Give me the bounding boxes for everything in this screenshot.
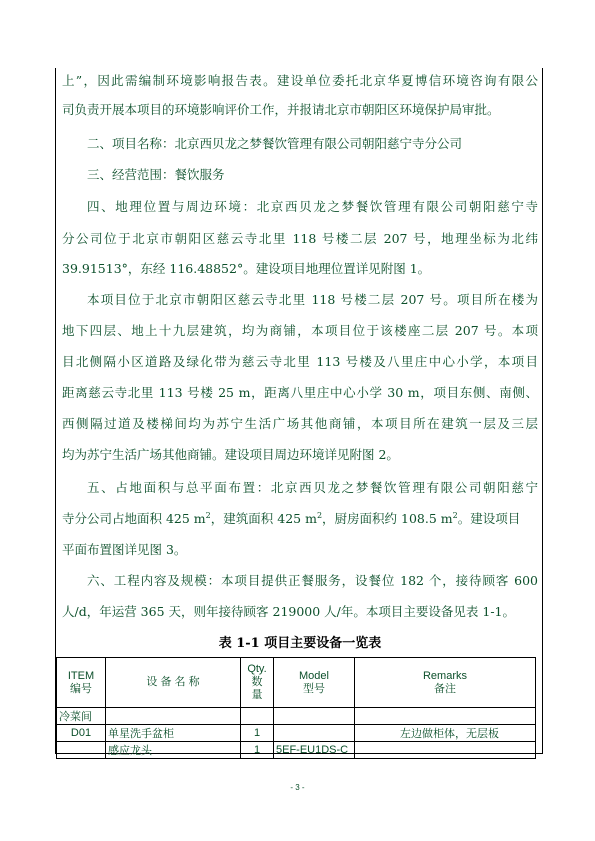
cell-item bbox=[57, 742, 106, 759]
paragraph-line: 五、占地面积与总平面布置：北京西贝龙之梦餐饮管理有限公司朝阳慈宁 bbox=[87, 480, 538, 495]
cell-qty: 1 bbox=[241, 725, 274, 742]
cell-model: 5EF-EU1DS-C bbox=[274, 742, 355, 759]
business-scope: 三、经营范围：餐饮服务 bbox=[87, 167, 225, 182]
superscript: 2 bbox=[205, 511, 211, 520]
paragraph-line: 目北侧隔小区道路及绿化带为慈云寺北里 113 号楼及八里庄中心小学，本项目 bbox=[62, 354, 538, 369]
header-item: ITEM 编号 bbox=[57, 658, 106, 708]
paragraph-line: 西侧隔过道及楼梯间均为苏宁生活广场其他商铺，本项目所在建筑一层及三层 bbox=[62, 416, 538, 431]
paragraph-line: 平面布置图详见图 3。 bbox=[62, 542, 187, 557]
paragraph-line: 四、地理位置与周边环境：北京西贝龙之梦餐饮管理有限公司朝阳慈宁寺 bbox=[87, 199, 538, 214]
paragraph-line: 人/d，年运营 365 天，则年接待顾客 219000 人/年。本项目主要设备见表 1-1。 bbox=[62, 604, 515, 619]
cell-remarks bbox=[355, 742, 536, 759]
cell-name: 感应龙头 bbox=[106, 742, 241, 759]
project-name: 二、项目名称：北京西贝龙之梦餐饮管理有限公司朝阳慈宁寺分公司 bbox=[87, 136, 463, 151]
paragraph-line: 上”，因此需编制环境影响报告表。建设单位委托北京华夏博信环境咨询有限公 bbox=[62, 73, 538, 88]
category-label: 冷菜间 bbox=[57, 708, 106, 725]
area-text: ，建筑面积 425 m bbox=[210, 511, 317, 526]
paragraph-line: 本项目位于北京市朝阳区慈云寺北里 118 号楼二层 207 号。项目所在楼为 bbox=[87, 292, 538, 307]
paragraph-line: 39.91513°，东经 116.48852°。建设项目地理位置详见附图 1。 bbox=[62, 261, 431, 276]
equipment-table bbox=[56, 657, 536, 759]
paragraph-line: 地下四层、地上十九层建筑，均为商铺，本项目位于该楼座二层 207 号。本项 bbox=[62, 323, 538, 338]
area-text: 寺分公司占地面积 425 m bbox=[62, 511, 206, 526]
area-text: 。建设项目 bbox=[457, 511, 521, 526]
table-row bbox=[57, 725, 536, 742]
header-name: 设 备 名 称 bbox=[106, 658, 241, 708]
cell-qty: 1 bbox=[241, 742, 274, 759]
area-text: ，厨房面积约 108.5 m bbox=[322, 511, 453, 526]
paragraph-line: 距离慈云寺北里 113 号楼 25 m，距离八里庄中心小学 30 m，项目东侧、南侧、 bbox=[62, 385, 538, 400]
superscript: 2 bbox=[452, 511, 458, 520]
cell-name: 单星洗手盆柜 bbox=[106, 725, 241, 742]
header-qty: Qty. 数 量 bbox=[241, 658, 274, 708]
category-row bbox=[57, 708, 536, 725]
paragraph-line: 均为苏宁生活广场其他商铺。建设项目周边环境详见附图 2。 bbox=[62, 447, 399, 462]
cell-model bbox=[274, 725, 355, 742]
paragraph-line: 六、工程内容及规模：本项目提供正餐服务，设餐位 182 个，接待顾客 600 bbox=[87, 573, 538, 588]
header-model: Model 型号 bbox=[274, 658, 355, 708]
table-header-row bbox=[57, 658, 536, 708]
paragraph-line-area bbox=[62, 511, 538, 526]
table-row bbox=[57, 742, 536, 759]
cell-item: D01 bbox=[57, 725, 106, 742]
paragraph-line: 司负责开展本项目的环境影响评价工作，并报请北京市朝阳区环境保护局审批。 bbox=[62, 102, 500, 117]
header-remarks: Remarks 备注 bbox=[355, 658, 536, 708]
table-title: 表 1-1 项目主要设备一览表 bbox=[218, 636, 382, 651]
cell-remarks: 左边做柜体，无层板 bbox=[355, 725, 536, 742]
superscript: 2 bbox=[316, 511, 323, 520]
paragraph-line: 分公司位于北京市朝阳区慈云寺北里 118 号楼二层 207 号，地理坐标为北纬 bbox=[62, 231, 538, 246]
page-number: - 3 - bbox=[290, 783, 305, 792]
